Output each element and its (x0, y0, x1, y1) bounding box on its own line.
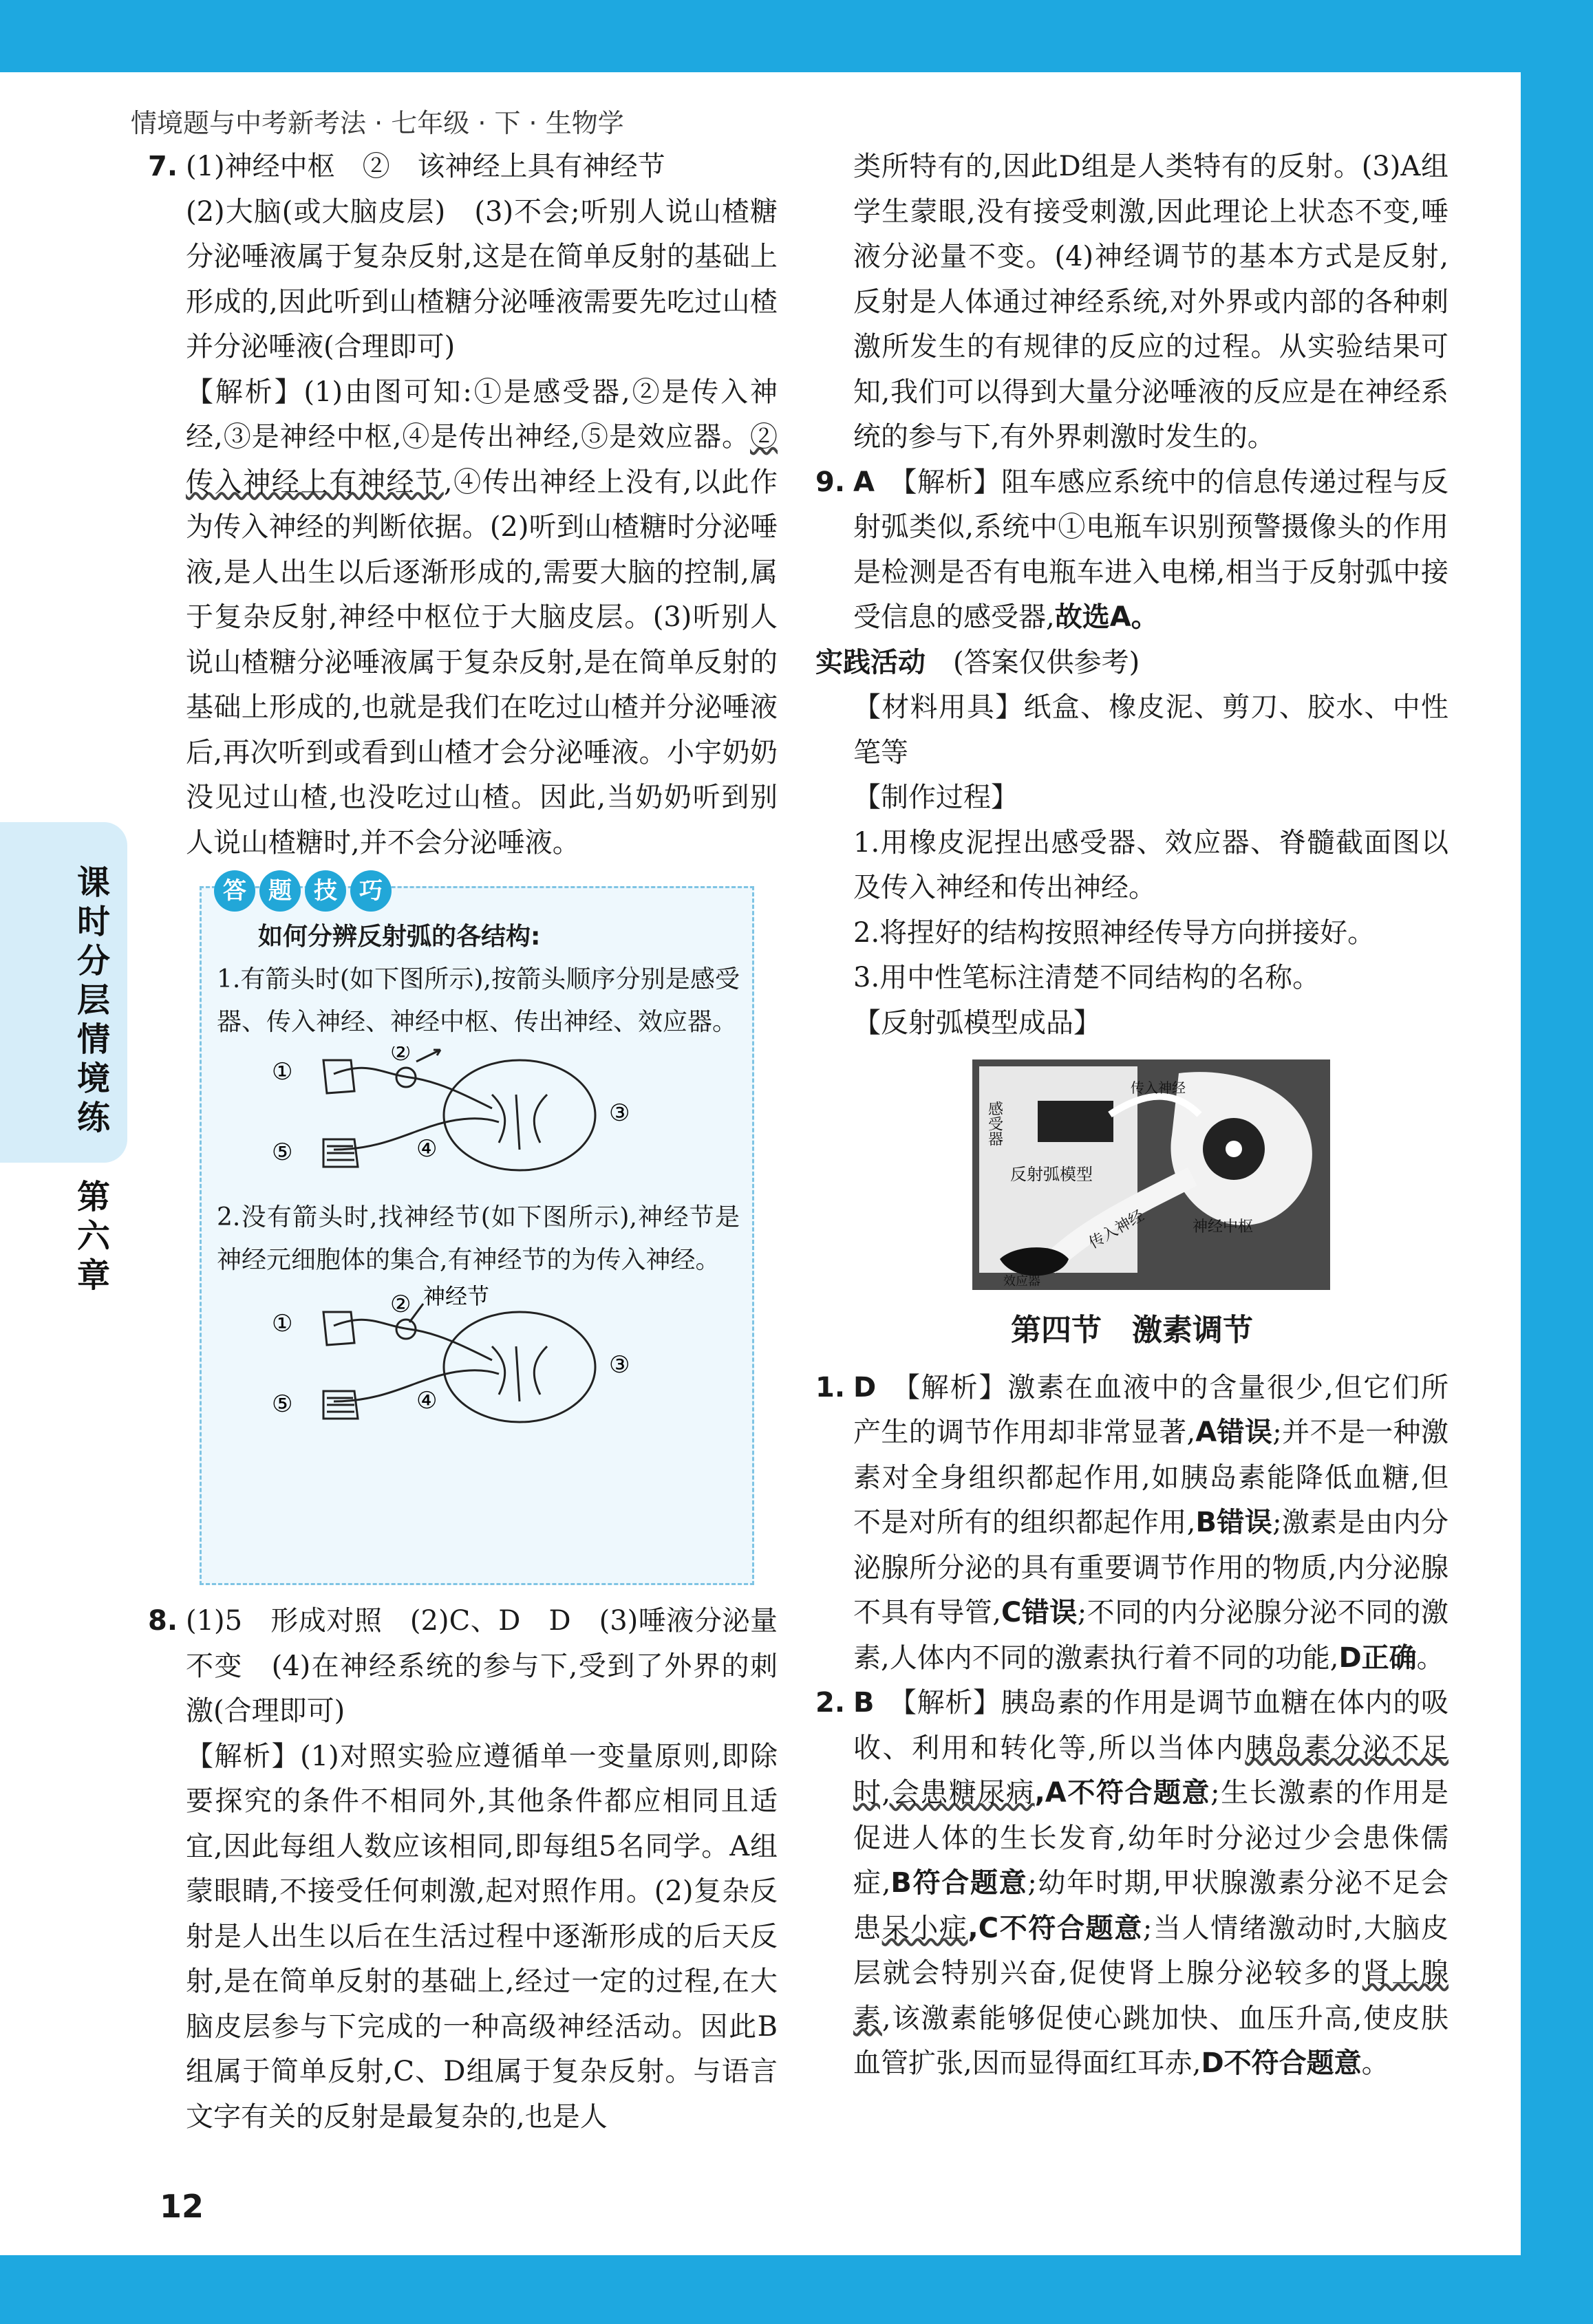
diagram-label: ④ (416, 1135, 438, 1163)
h-q2: 2. B 【解析】胰岛素的作用是调节血糖在体内的吸收、利用和转化等,所以当体内胰岛素分泌不足时,会患糖尿病,A不符合题意;生长激素的作用是促进人体的生长发育,幼年时分泌过少会患侏儒症,B符合题意;幼年时期,甲状腺激素分泌不足会患呆小症,C不符合题意;当人情绪激动时,大脑皮层就会特别兴奋,促使肾上腺分泌较多的肾上腺素,该激素能够促使心跳加快、血压升高,使皮肤血管扩张,因而显得面红耳赤,D不符合题意。 (815, 1681, 1448, 2087)
ganglion-label: 神经节 (423, 1284, 490, 1309)
q9-answer: 9. A 【解析】阻车感应系统中的信息传递过程与反射弧类似,系统中①电瓶车识别预警摄像头的作用是检测是否有电瓶车进入电梯,相当于反射弧中接受信息的感受器,故选A。 (815, 460, 1448, 641)
q7-answer: 7. (1)神经中枢 ② 该神经上具有神经节 (148, 144, 778, 190)
q7-analysis: 【解析】(1)由图可知:①是感受器,②是传入神经,③是神经中枢,④是传出神经,⑤是效应器。②传入神经上有神经节,④传出神经上没有,以此作为传入神经的判断依据。(2)听到山楂糖时分泌唾液,是人出生以后逐渐形成的,需要大脑的控制,属于复杂反射,神经中枢位于大脑皮层。(3)听别人说山楂糖分泌唾液属于复杂反射,是在简单反射的基础上形成的,也就是我们在吃过山楂并分泌唾液后,再次听到或看到山楂才会分泌唾液。小宇奶奶没见过山楂,也没吃过山楂。因此,当奶奶听到别人说山楂糖时,并不会分泌唾液。 (186, 376, 778, 859)
practice-heading: 实践活动 (答案仅供参考) (815, 646, 1140, 678)
tip-box (200, 877, 754, 1585)
tip-badge: 题 (259, 870, 301, 912)
left-column (148, 144, 778, 2140)
reflex-arc-diagram-arrow (272, 1046, 657, 1177)
diagram-label: ⑤ (272, 1139, 293, 1166)
step-2: 2.将捏好的结构按照神经传导方向拼接好。 (853, 916, 1376, 949)
tip-badges (214, 870, 392, 912)
q8-analysis: 【解析】(1)对照实验应遵循单一变量原则,即除要探究的条件不相同外,其他条件都应相同且适宜,因此每组人数应该相同,即每组5名同学。A组蒙眼睛,不接受任何刺激,起对照作用。(2)复杂反射是人出生以后在生活过程中逐渐形成的后天反射,是在简单反射的基础上,经过一定的过程,在大脑皮层参与下完成的一种高级神经活动。因此B组属于简单反射,C、D组属于复杂反射。与语言文字有关的反射是最复杂的,也是人 (186, 1740, 778, 2133)
photo-label-effector: 效应器 (1003, 1274, 1040, 1289)
section-title: 第四节 激素调节 (1011, 1313, 1253, 1348)
bottom-band (0, 2255, 1593, 2324)
photo-label-center: 神经中枢 (1193, 1218, 1254, 1236)
h-q2-number: 2. (815, 1687, 846, 1719)
materials: 【材料用具】纸盒、橡皮泥、剪刀、胶水、中性笔等 (853, 691, 1448, 768)
model-photo-drawing (972, 1059, 1330, 1290)
diagram-label: ① (272, 1310, 293, 1337)
tip-badge: 答 (214, 870, 255, 912)
h-q1: 1. D 【解析】激素在血液中的含量很少,但它们所产生的调节作用却非常显著,A错误;并不是一种激素对全身组织都起作用,如胰岛素能降低血糖,但不是对所有的组织都起作用,B错误;激素是由内分泌腺所分泌的具有重要调节作用的物质,内分泌腺不具有导管,C错误;不同的内分泌腺分泌不同的激素,人体内不同的激素执行着不同的功能,D正确。 (815, 1366, 1448, 1681)
h-q1-number: 1. (815, 1371, 846, 1403)
step-3: 3.用中性笔标注清楚不同结构的名称。 (853, 962, 1321, 993)
photo-label-afferent: 传入神经 (1086, 1207, 1148, 1253)
photo-label-receptor: 感受器 (985, 1101, 1003, 1146)
side-tab-label: 课时分层情境练 (76, 863, 110, 1137)
page-header: 情境题与中考新考法 · 七年级 · 下 · 生物学 (131, 108, 624, 138)
top-band (0, 0, 1593, 72)
process-title: 【制作过程】 (853, 782, 1018, 813)
diagram-label: ⑤ (272, 1390, 293, 1418)
tip-badge: 技 (305, 870, 346, 912)
photo-label-afferent-top: 传入神经 (1131, 1079, 1186, 1096)
model-title: 【反射弧模型成品】 (853, 1007, 1101, 1039)
diagram-label: ② (390, 1046, 411, 1066)
step-1: 1.用橡皮泥捏出感受器、效应器、脊髓截面图以及传入神经和传出神经。 (853, 826, 1448, 903)
diagram-label: ① (272, 1058, 293, 1086)
q9-number: 9. (815, 466, 846, 498)
q8-answer: 8. (1)5 形成对照 (2)C、D D (3)唾液分泌量不变 (4)在神经系统的参与下,受到了外界的刺激(合理即可) (148, 1599, 778, 1734)
q7-answer-cont: (2)大脑(或大脑皮层) (3)不会;听别人说山楂糖分泌唾液属于复杂反射,这是在简单反射的基础上形成的,因此听到山楂糖分泌唾液需要先吃过山楂并分泌唾液(合理即可) (186, 195, 778, 363)
right-band (1521, 0, 1593, 2324)
reflex-arc-model-photo (972, 1059, 1330, 1290)
photo-label-model: 反射弧模型 (1010, 1165, 1093, 1184)
tip-point-2: 2.没有箭头时,找神经节(如下图所示),神经节是神经元细胞体的集合,有神经节的为传入神经。 (217, 1203, 740, 1274)
diagram-label: ③ (609, 1099, 630, 1127)
tip-title: 如何分辨反射弧的各结构: (258, 923, 541, 951)
tip-point-1: 1.有箭头时(如下图所示),按箭头顺序分别是感受器、传入神经、神经中枢、传出神经、效应器。 (217, 965, 740, 1036)
q8-number: 8. (148, 1605, 178, 1637)
q8-analysis-cont: 类所特有的,因此D组是人类特有的反射。(3)A组学生蒙眼,没有接受刺激,因此理论上状态不变,唾液分泌量不变。(4)神经调节的基本方式是反射,反射是人体通过神经系统,对外界或内部的各种刺激所发生的有规律的反应的过程。从实验结果可知,我们可以得到大量分泌唾液的反应是在神经系统的参与下,有外界刺激时发生的。 (853, 151, 1448, 453)
right-column (815, 144, 1448, 2087)
side-chapter-label: 第六章 (76, 1178, 110, 1295)
tip-content (217, 916, 740, 1448)
diagram-label: ② (390, 1291, 411, 1318)
page-number: 12 (160, 2188, 204, 2225)
tip-badge: 巧 (350, 870, 392, 912)
diagram-label: ④ (416, 1387, 438, 1414)
q7-number: 7. (148, 151, 178, 182)
reflex-arc-diagram-ganglion (272, 1284, 657, 1429)
diagram-label: ③ (609, 1351, 630, 1379)
